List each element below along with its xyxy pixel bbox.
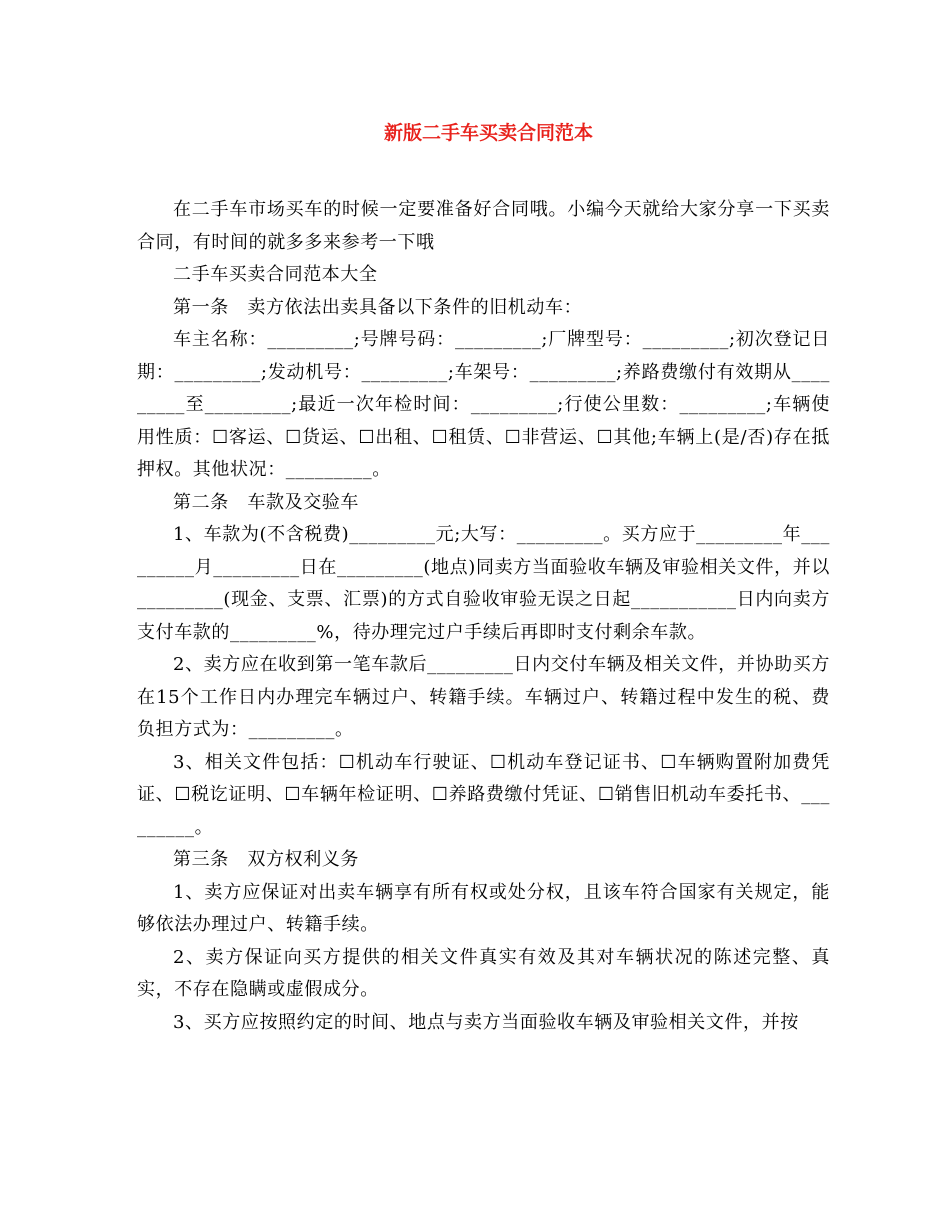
article-1-heading: 第一条 卖方依法出卖具备以下条件的旧机动车：	[173, 296, 583, 318]
article-3-clause-1: 1、卖方应保证对出卖车辆享有所有权或处分权，且该车符合国家有关规定，能够依法办理过户、转籍手续。	[137, 881, 830, 935]
intro-paragraph: 在二手车市场买车的时候一定要准备好合同哦。小编今天就给大家分享一下买卖合同，有时间的就多多来参考一下哦	[137, 199, 830, 253]
article-2-clause-3: 3、相关文件包括：☐机动车行驶证、☐机动车登记证书、☐车辆购置附加费凭证、☐税讫证明、☐车辆年检证明、☐养路费缴付凭证、☐销售旧机动车委托书、_________。	[137, 751, 830, 838]
article-3-heading: 第三条 双方权利义务	[173, 849, 359, 870]
article-2-heading: 第二条 车款及交验车	[173, 491, 359, 513]
document-title: 新版二手车买卖合同范本	[383, 122, 593, 144]
article-3-clause-2: 2、卖方保证向买方提供的相关文件真实有效及其对车辆状况的陈述完整、真实，不存在隐瞒或虚假成分。	[137, 946, 830, 1000]
article-3-clause-3: 3、买方应按照约定的时间、地点与卖方当面验收车辆及审验相关文件，并按	[173, 1011, 799, 1033]
section-heading: 二手车买卖合同范本大全	[173, 264, 378, 285]
article-1-vehicle-details: 车主名称：_________;号牌号码：_________;厂牌型号：_________;初次登记日期：_________;发动机号：_________;车架号：_________;养路费缴付有效期从_________至_________;最近一次年检时间：_________;行使公里数：_________;车辆使用性质：☐客运、☐货运、☐出租、☐租赁、☐非营运、☐其他;车辆上(是/否)存在抵押权。其他状况：_________。	[137, 329, 830, 480]
article-2-clause-2: 2、卖方应在收到第一笔车款后_________日内交付车辆及相关文件，并协助买方在15个工作日内办理完车辆过户、转籍手续。车辆过户、转籍过程中发生的税、费负担方式为：_________。	[137, 654, 830, 740]
article-2-clause-1: 1、车款为(不含税费)_________元;大写：_________。买方应于_________年_________月_________日在_________(地点)同卖方当面验收车辆及审验相关文件，并以_________(现金、支票、汇票)的方式自验收审验无误之日起___________日内向卖方支付车款的_________%，待办理完过户手续后再即时支付剩余车款。	[137, 524, 830, 643]
